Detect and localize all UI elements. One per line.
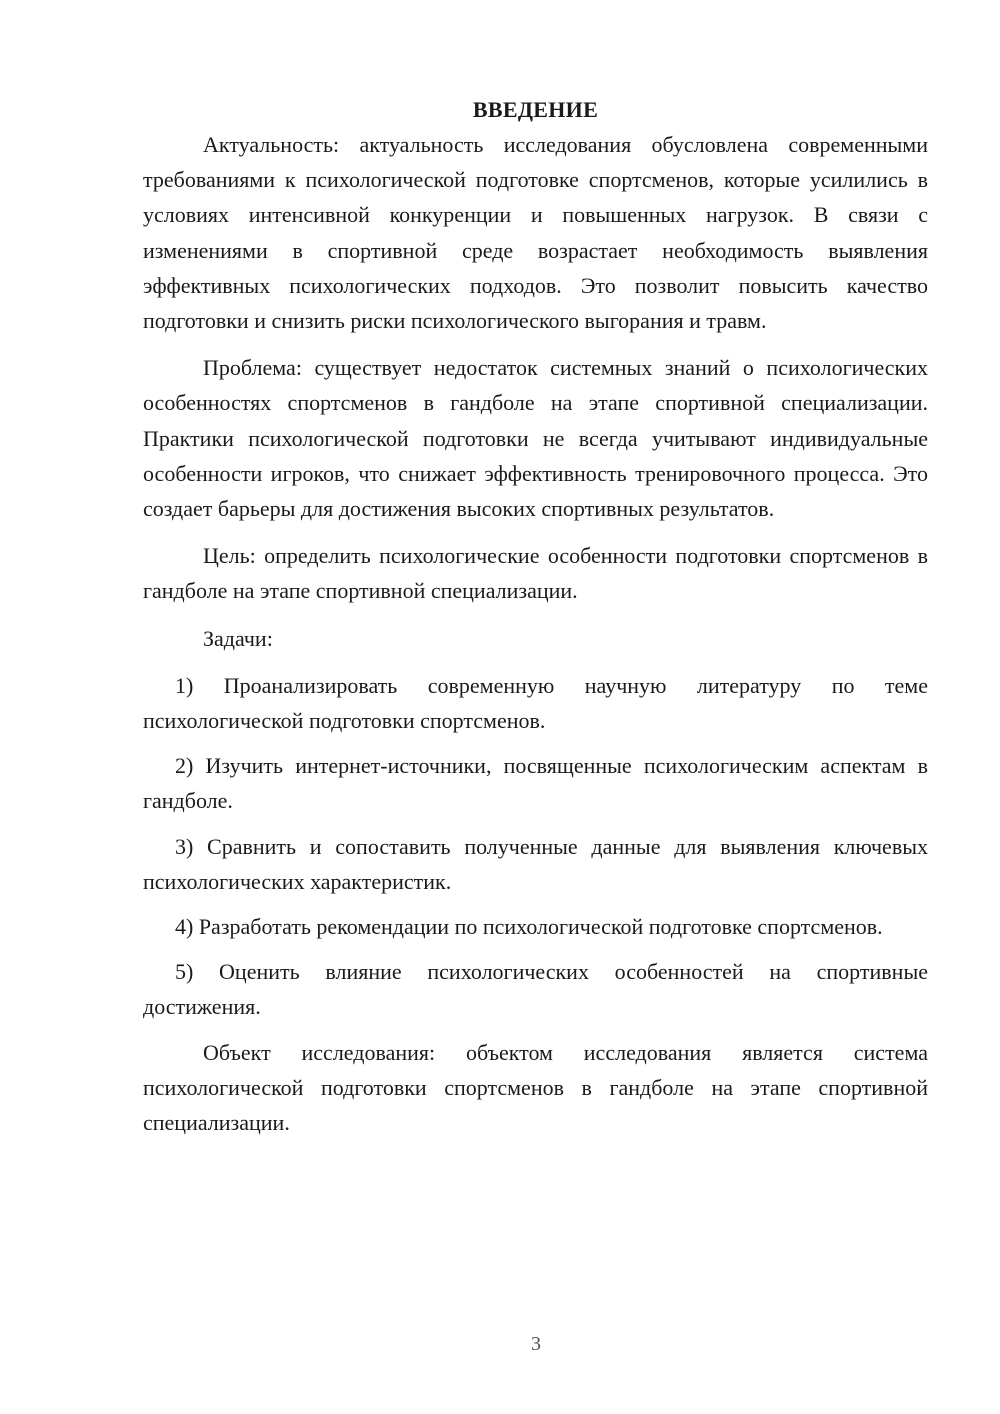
paragraph-relevance: Актуальность: актуальность исследования обусловлена современными требованиями к психологической подготовке спортсменов, которые усилились в условиях интенсивной конкуренции и повышенных нагрузок. В связи с изменениями в спортивной среде возрастает необходимость выявления эффективных психологических подходов. Это позволит повысить качество подготовки и снизить риски психологического выгорания и травм. <box>143 132 928 334</box>
paragraph-object: Объект исследования: объектом исследования является система психологической подготовки спортсменов в гандболе на этапе спортивной специализации. <box>143 1039 928 1136</box>
tasks-list <box>143 668 928 1025</box>
paragraph-goal: Цель: определить психологические особенности подготовки спортсменов в гандболе на этапе спортивной специализации. <box>143 543 928 604</box>
page-title: ВВЕДЕНИЕ <box>472 97 599 122</box>
task-item-3: 3) Сравнить и сопоставить полученные данные для выявления ключевых психологических характеристик. <box>143 833 928 894</box>
document-page <box>143 92 928 1152</box>
tasks-heading: Задачи: <box>203 625 273 651</box>
paragraph-problem: Проблема: существует недостаток системных знаний о психологических особенностях спортсменов в гандболе на этапе спортивной специализации. Практики психологической подготовки не всегда учитывают индивидуальные особенности игроков, что снижает эффективность тренировочного процесса. Это создает барьеры для достижения высоких спортивных результатов. <box>143 355 928 522</box>
page-number: 3 <box>531 1333 541 1355</box>
task-item-2: 2) Изучить интернет-источники, посвященные психологическим аспектам в гандболе. <box>143 753 928 814</box>
task-item-5: 5) Оценить влияние психологических особенностей на спортивные достижения. <box>143 959 928 1020</box>
task-item-1: 1) Проанализировать современную научную литературу по теме психологической подготовки спортсменов. <box>143 672 928 734</box>
task-item-4: 4) Разработать рекомендации по психологической подготовке спортсменов. <box>175 914 883 940</box>
